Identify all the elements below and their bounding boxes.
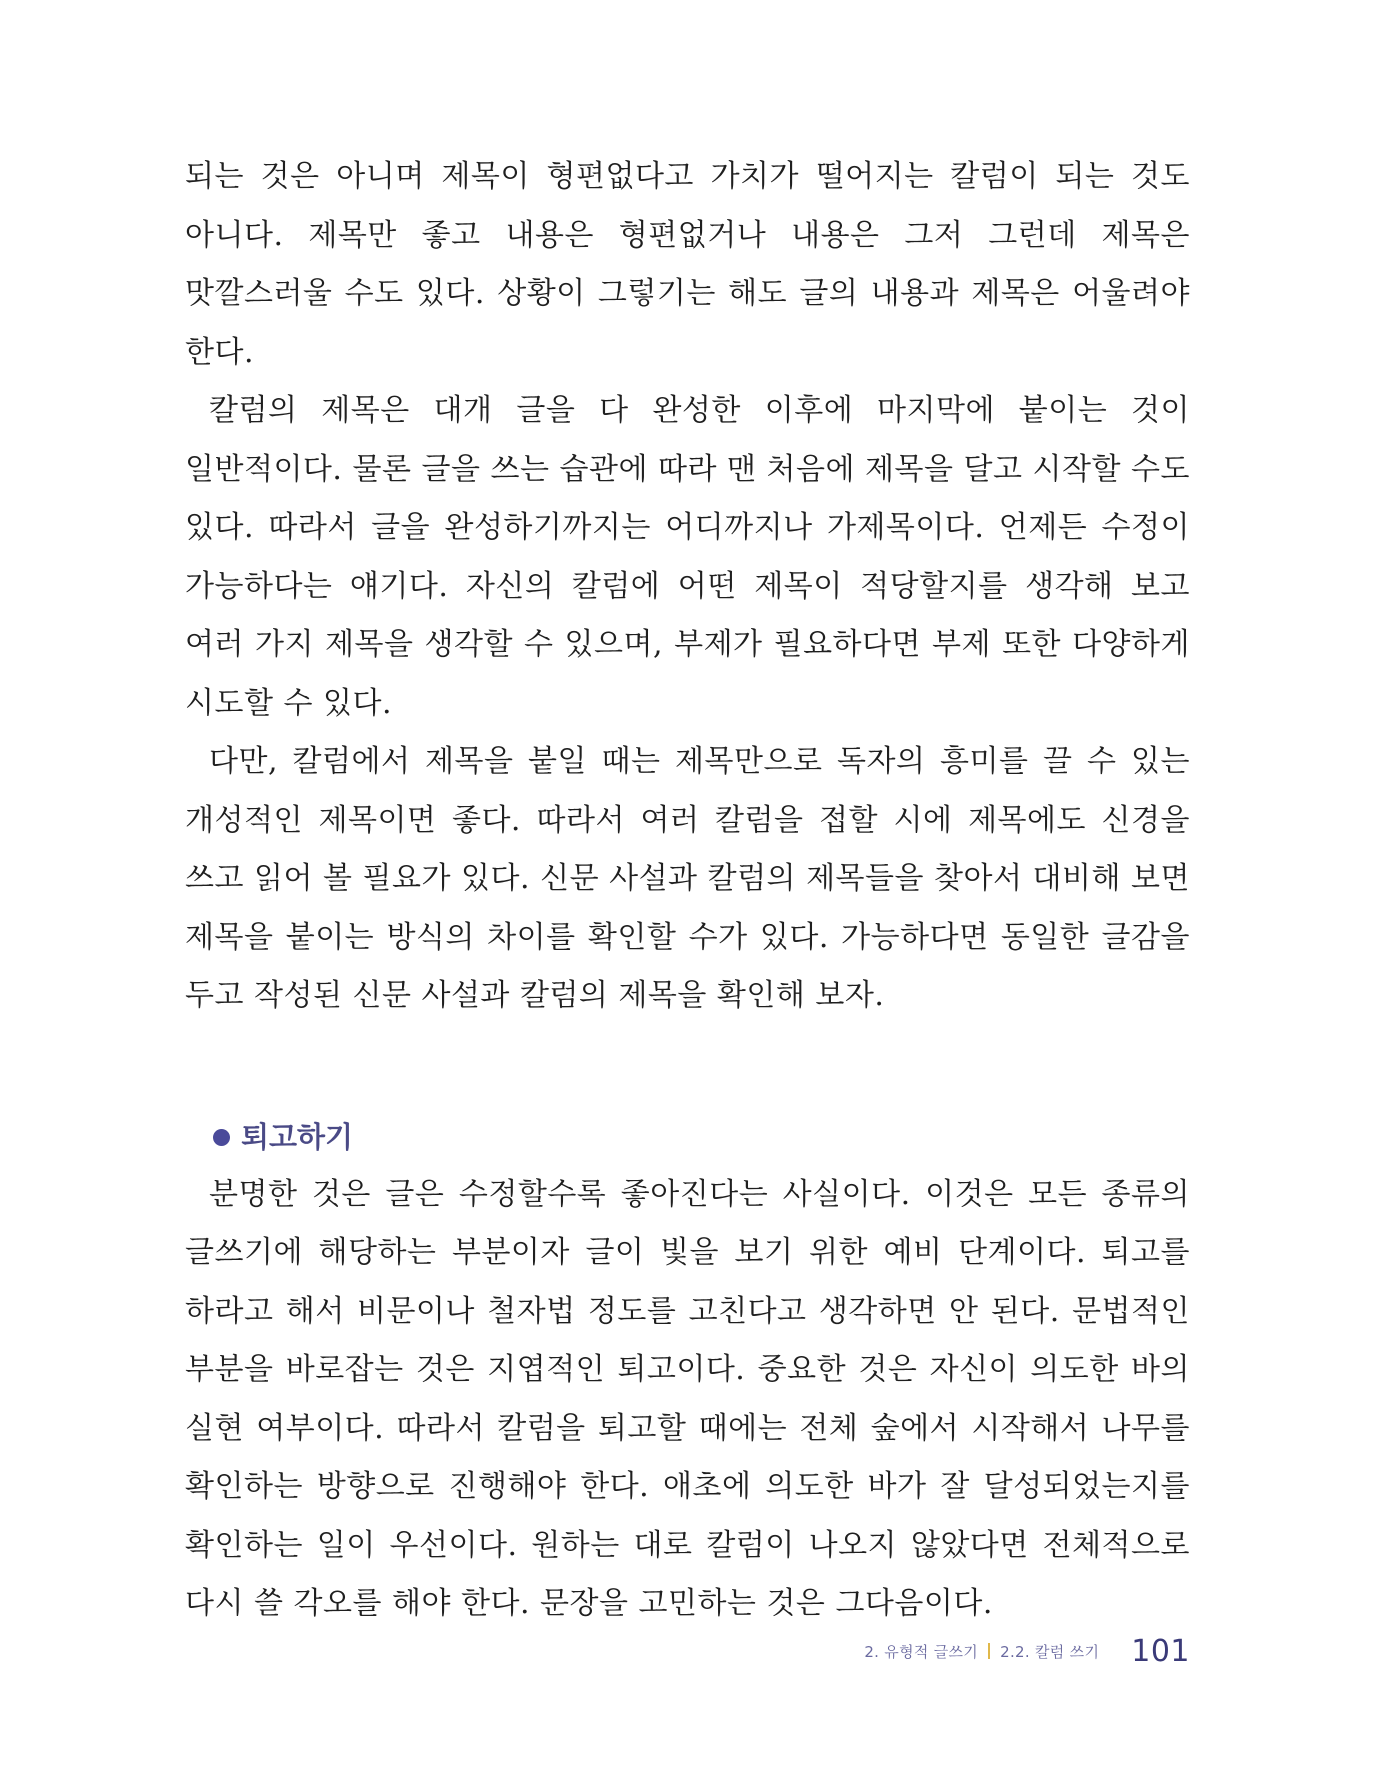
page-footer	[864, 1628, 1190, 1674]
footer-section: 2.2. 칼럼 쓰기	[1000, 1642, 1100, 1661]
page-number: 101	[1131, 1633, 1190, 1669]
section-spacer	[185, 1026, 1190, 1108]
bullet-dot-icon	[213, 1129, 230, 1146]
section-heading-text: 퇴고하기	[241, 1119, 354, 1154]
footer-separator	[988, 1643, 990, 1659]
body-paragraph-4: 분명한 것은 글은 수정할수록 좋아진다는 사실이다. 이것은 모든 종류의 글쓰기에 해당하는 부분이자 글이 빛을 보기 위한 예비 단계이다. 퇴고를 하라고 해서 비문이나 철자법 정도를 고친다고 생각하면 안 된다. 문법적인 부분을 바로잡는 것은 지엽적인 퇴고이다. 중요한 것은 자신이 의도한 바의 실현 여부이다. 따라서 칼럼을 퇴고할 때에는 전체 숲에서 시작해서 나무를 확인하는 방향으로 진행해야 한다. 애초에 의도한 바가 잘 달성되었는지를 확인하는 일이 우선이다. 원하는 대로 칼럼이 나오지 않았다면 전체적으로 다시 쓸 각오를 해야 한다. 문장을 고민하는 것은 그다음이다.	[185, 1176, 1190, 1621]
body-paragraph-2: 칼럼의 제목은 대개 글을 다 완성한 이후에 마지막에 붙이는 것이 일반적이다. 물론 글을 쓰는 습관에 따라 맨 처음에 제목을 달고 시작할 수도 있다. 따라서 글을 완성하기까지는 어디까지나 가제목이다. 언제든 수정이 가능하다는 얘기다. 자신의 칼럼에 어떤 제목이 적당할지를 생각해 보고 여러 가지 제목을 생각할 수 있으며, 부제가 필요하다면 부제 또한 다양하게 시도할 수 있다.	[185, 393, 1190, 721]
page-content	[185, 148, 1190, 1634]
footer-chapter: 2. 유형적 글쓰기	[864, 1642, 979, 1661]
section-heading	[185, 1108, 1190, 1166]
body-paragraph-3: 다만, 칼럼에서 제목을 붙일 때는 제목만으로 독자의 흥미를 끌 수 있는 개성적인 제목이면 좋다. 따라서 여러 칼럼을 접할 시에 제목에도 신경을 쓰고 읽어 볼 필요가 있다. 신문 사설과 칼럼의 제목들을 찾아서 대비해 보면 제목을 붙이는 방식의 차이를 확인할 수가 있다. 가능하다면 동일한 글감을 두고 작성된 신문 사설과 칼럼의 제목을 확인해 보자.	[185, 744, 1190, 1013]
body-paragraph-1: 되는 것은 아니며 제목이 형편없다고 가치가 떨어지는 칼럼이 되는 것도 아니다. 제목만 좋고 내용은 형편없거나 내용은 그저 그런데 제목은 맛깔스러울 수도 있다. 상황이 그렇기는 해도 글의 내용과 제목은 어울려야 한다.	[185, 159, 1190, 370]
